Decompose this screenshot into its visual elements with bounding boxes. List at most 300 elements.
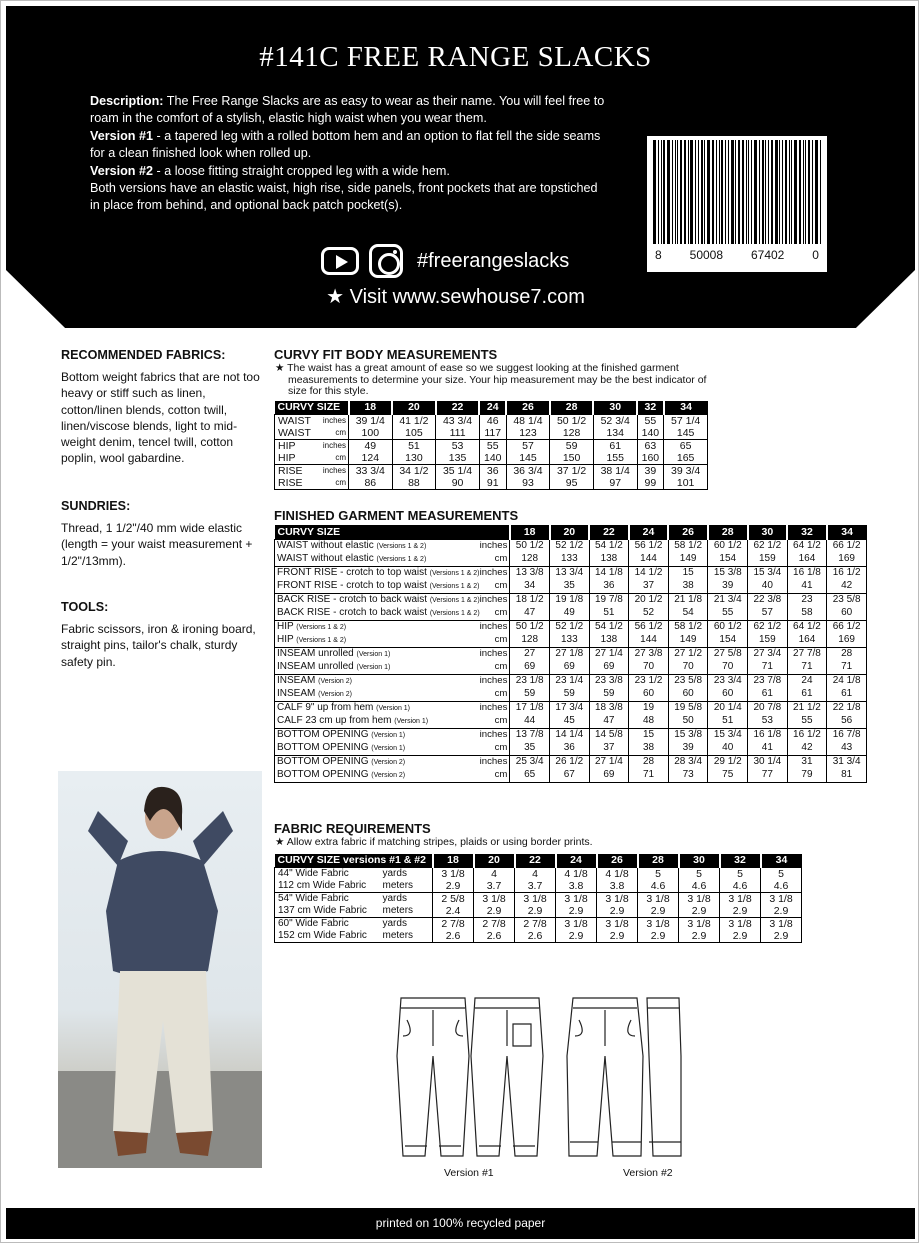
row-unit: cm xyxy=(480,688,510,702)
size-column-header: 18 xyxy=(349,401,393,415)
table-row xyxy=(275,674,867,688)
table-cell: 5 xyxy=(720,868,761,881)
row-label: BOTTOM OPENING (Version 1) xyxy=(275,728,480,742)
table-cell: 70 xyxy=(668,661,708,675)
barcode-bar xyxy=(672,140,673,244)
table-cell: 57 xyxy=(506,440,550,453)
size-column-header: 22 xyxy=(436,401,480,415)
table-cell: 71 xyxy=(629,769,669,783)
table-cell: 140 xyxy=(479,452,506,465)
table-cell: 3 1/8 xyxy=(638,918,679,931)
body-measurements xyxy=(274,347,714,490)
finished-measurements-table xyxy=(274,525,867,783)
table-cell: 2.9 xyxy=(679,905,720,918)
fabric-requirements xyxy=(274,821,802,943)
table-cell: 15 3/8 xyxy=(708,566,748,580)
youtube-icon[interactable] xyxy=(321,247,359,275)
table-cell: 3 1/8 xyxy=(433,868,474,881)
table-cell: 21 3/4 xyxy=(708,593,748,607)
row-label: HIP (Versions 1 & 2) xyxy=(275,634,480,648)
table-cell: 5 xyxy=(679,868,720,881)
website-link[interactable]: ★ Visit www.sewhouse7.com xyxy=(326,286,585,308)
barcode-bar xyxy=(698,140,699,244)
table-cell: 34 1/2 xyxy=(392,465,436,478)
table-cell: 16 7/8 xyxy=(827,728,867,742)
table-cell: 133 xyxy=(550,553,590,567)
table-cell: 20 1/2 xyxy=(629,593,669,607)
table-cell: 2.9 xyxy=(638,905,679,918)
technical-drawings xyxy=(393,996,683,1161)
table-cell: 15 xyxy=(629,728,669,742)
table-cell: 2 7/8 xyxy=(433,918,474,931)
table-row xyxy=(275,607,867,621)
row-label: INSEAM unrolled (Version 1) xyxy=(275,647,480,661)
table-cell: 144 xyxy=(629,634,669,648)
barcode-bar xyxy=(748,140,749,244)
row-label: 60" Wide Fabric xyxy=(275,918,383,931)
barcode-bar xyxy=(754,140,757,244)
table-cell: 27 1/8 xyxy=(550,647,590,661)
table-cell: 97 xyxy=(593,477,637,490)
table-cell: 38 xyxy=(629,742,669,756)
table-cell: 24 xyxy=(787,674,827,688)
table-cell: 37 xyxy=(629,580,669,594)
table-cell: 58 xyxy=(787,607,827,621)
barcode-bar xyxy=(728,140,729,244)
table-cell: 81 xyxy=(827,769,867,783)
row-label: 44" Wide Fabric xyxy=(275,868,383,881)
table-cell: 71 xyxy=(827,661,867,675)
table-cell: 15 3/4 xyxy=(708,728,748,742)
table-cell: 22 3/8 xyxy=(748,593,788,607)
table-cell: 27 3/4 xyxy=(748,647,788,661)
table-cell: 16 1/8 xyxy=(787,566,827,580)
table-cell: 36 xyxy=(479,465,506,478)
table-cell: 154 xyxy=(708,634,748,648)
table-cell: 39 xyxy=(708,580,748,594)
table-cell: 55 xyxy=(637,415,664,428)
table-cell: 23 5/8 xyxy=(668,674,708,688)
row-label: BACK RISE - crotch to back waist (Versions 1 & 2) xyxy=(275,607,480,621)
barcode-bar xyxy=(785,140,787,244)
table-cell: 3 1/8 xyxy=(515,893,556,906)
table-cell: 36 xyxy=(589,580,629,594)
table-cell: 3 1/8 xyxy=(720,893,761,906)
barcode-bar xyxy=(808,140,810,244)
table-cell: 27 7/8 xyxy=(787,647,827,661)
table-cell: 145 xyxy=(664,427,708,440)
table-cell: 29 1/2 xyxy=(708,755,748,769)
row-unit: inches xyxy=(480,539,510,553)
table-cell: 58 1/2 xyxy=(668,620,708,634)
barcode-bar xyxy=(759,140,760,244)
row-label: INSEAM (Version 2) xyxy=(275,688,480,702)
table-cell: 2 7/8 xyxy=(474,918,515,931)
table-cell: 60 xyxy=(827,607,867,621)
table-cell: 38 1/4 xyxy=(593,465,637,478)
table-cell: 93 xyxy=(506,477,550,490)
table-cell: 59 xyxy=(550,688,590,702)
table-cell: 24 1/8 xyxy=(827,674,867,688)
table-cell: 16 1/2 xyxy=(787,728,827,742)
table-cell: 69 xyxy=(589,769,629,783)
row-unit: cm xyxy=(319,477,349,490)
size-column-header: 18 xyxy=(510,525,550,539)
table-cell: 40 xyxy=(708,742,748,756)
body-note: ★ The waist has a great amount of ease so we suggest looking at the finished garment measurements to determine your size. Your hip measurement may be the best indicator of size for this style. xyxy=(275,362,707,397)
table-row xyxy=(275,893,802,906)
table-cell: 100 xyxy=(349,427,393,440)
table-cell: 2.9 xyxy=(597,930,638,943)
barcode-bar xyxy=(812,140,813,244)
table-cell: 14 1/4 xyxy=(550,728,590,742)
row-label: BOTTOM OPENING (Version 1) xyxy=(275,742,480,756)
table-cell: 16 1/2 xyxy=(827,566,867,580)
instagram-icon[interactable] xyxy=(369,244,403,278)
table-cell: 61 xyxy=(787,688,827,702)
v2-back-drawing xyxy=(647,998,681,1156)
barcode-bar xyxy=(725,140,726,244)
table-cell: 140 xyxy=(637,427,664,440)
table-cell: 58 1/2 xyxy=(668,539,708,553)
table-cell: 56 1/2 xyxy=(629,539,669,553)
table-cell: 28 xyxy=(827,647,867,661)
table-cell: 128 xyxy=(510,553,550,567)
table-cell: 59 xyxy=(510,688,550,702)
barcode-bar xyxy=(719,140,720,244)
table-cell: 18 1/2 xyxy=(510,593,550,607)
table-cell: 2 5/8 xyxy=(433,893,474,906)
table-cell: 65 xyxy=(664,440,708,453)
table-cell: 16 1/8 xyxy=(748,728,788,742)
size-column-header: 26 xyxy=(506,401,550,415)
table-cell: 15 3/4 xyxy=(748,566,788,580)
table-cell: 2.9 xyxy=(556,930,597,943)
row-unit: inches xyxy=(480,755,510,769)
table-cell: 3 1/8 xyxy=(761,918,802,931)
table-cell: 86 xyxy=(349,477,393,490)
table-cell: 35 1/4 xyxy=(436,465,480,478)
table-cell: 2.9 xyxy=(433,880,474,893)
table-row xyxy=(275,868,802,881)
table-cell: 27 1/4 xyxy=(589,755,629,769)
row-unit: cm xyxy=(319,427,349,440)
table-row xyxy=(275,647,867,661)
table-cell: 3 1/8 xyxy=(597,918,638,931)
table-cell: 133 xyxy=(550,634,590,648)
table-cell: 39 xyxy=(668,742,708,756)
table-cell: 105 xyxy=(392,427,436,440)
table-cell: 2 7/8 xyxy=(515,918,556,931)
barcode-bar xyxy=(653,140,656,244)
table-cell: 65 xyxy=(510,769,550,783)
table-cell: 23 xyxy=(787,593,827,607)
table-row xyxy=(275,465,708,478)
table-cell: 50 1/2 xyxy=(510,620,550,634)
row-label: INSEAM unrolled (Version 1) xyxy=(275,661,480,675)
barcode-bar xyxy=(667,140,670,244)
row-unit: meters xyxy=(383,905,433,918)
table-cell: 160 xyxy=(637,452,664,465)
size-column-header: 26 xyxy=(668,525,708,539)
table-cell: 91 xyxy=(479,477,506,490)
table-cell: 23 3/8 xyxy=(589,674,629,688)
table-cell: 90 xyxy=(436,477,480,490)
barcode-bar xyxy=(805,140,806,244)
table-cell: 63 xyxy=(637,440,664,453)
table-cell: 99 xyxy=(637,477,664,490)
size-column-header: 24 xyxy=(629,525,669,539)
table-cell: 138 xyxy=(589,634,629,648)
table-cell: 59 xyxy=(589,688,629,702)
table-cell: 23 5/8 xyxy=(827,593,867,607)
recommended-fabrics: RECOMMENDED FABRICS: Bottom weight fabrics that are not too heavy or stiff such as linen, cotton/linen blends, cotton twill, linen/viscose blends, light to mid-weight denim, tencel twill, cotton poplin, wool gabardine. xyxy=(61,348,260,466)
table-cell: 45 xyxy=(550,715,590,729)
table-cell: 39 1/4 xyxy=(349,415,393,428)
row-unit: inches xyxy=(480,728,510,742)
table-cell: 41 1/2 xyxy=(392,415,436,428)
table-cell: 2.9 xyxy=(556,905,597,918)
table-cell: 69 xyxy=(589,661,629,675)
row-unit: cm xyxy=(480,742,510,756)
barcode-bar xyxy=(803,140,804,244)
table-cell: 60 1/2 xyxy=(708,620,748,634)
table-cell: 4 xyxy=(474,868,515,881)
row-label: 152 cm Wide Fabric xyxy=(275,930,383,943)
barcode-bar xyxy=(789,140,790,244)
size-column-header: 32 xyxy=(720,854,761,868)
barcode-bar xyxy=(779,140,780,244)
table-cell: 17 1/8 xyxy=(510,701,550,715)
table-cell: 19 7/8 xyxy=(589,593,629,607)
table-cell: 13 3/4 xyxy=(550,566,590,580)
table-cell: 48 xyxy=(629,715,669,729)
table-cell: 19 1/8 xyxy=(550,593,590,607)
table-cell: 36 xyxy=(550,742,590,756)
table-cell: 35 xyxy=(550,580,590,594)
row-label: FRONT RISE - crotch to top waist (Versions 1 & 2) xyxy=(275,566,480,580)
table-cell: 42 xyxy=(787,742,827,756)
table-row xyxy=(275,634,867,648)
row-unit: cm xyxy=(480,715,510,729)
table-row xyxy=(275,620,867,634)
table-cell: 3 1/8 xyxy=(638,893,679,906)
table-cell: 14 1/2 xyxy=(629,566,669,580)
table-cell: 19 xyxy=(629,701,669,715)
barcode-bar xyxy=(742,140,744,244)
table-cell: 23 1/2 xyxy=(629,674,669,688)
size-column-header: 18 xyxy=(433,854,474,868)
barcode-bar xyxy=(658,140,659,244)
size-column-header: 28 xyxy=(708,525,748,539)
barcode-bar xyxy=(765,140,766,244)
table-cell: 69 xyxy=(510,661,550,675)
barcode-bar xyxy=(716,140,717,244)
table-row xyxy=(275,477,708,490)
barcode-bar xyxy=(799,140,801,244)
table-cell: 3 1/8 xyxy=(720,918,761,931)
table-cell: 61 xyxy=(827,688,867,702)
barcode-bar xyxy=(794,140,797,244)
table-cell: 128 xyxy=(510,634,550,648)
row-unit: cm xyxy=(480,553,510,567)
table-cell: 44 xyxy=(510,715,550,729)
table-cell: 60 1/2 xyxy=(708,539,748,553)
table-cell: 20 1/4 xyxy=(708,701,748,715)
table-row xyxy=(275,539,867,553)
table-cell: 2.9 xyxy=(679,930,720,943)
table-row xyxy=(275,880,802,893)
table-row xyxy=(275,452,708,465)
table-cell: 149 xyxy=(668,553,708,567)
table-cell: 3 1/8 xyxy=(597,893,638,906)
table-cell: 27 xyxy=(510,647,550,661)
size-column-header: 22 xyxy=(589,525,629,539)
barcode-bar xyxy=(735,140,736,244)
row-label: 137 cm Wide Fabric xyxy=(275,905,383,918)
row-unit: inches xyxy=(319,415,349,428)
table-cell: 47 xyxy=(510,607,550,621)
row-unit: cm xyxy=(480,580,510,594)
size-column-header: 28 xyxy=(638,854,679,868)
table-cell: 28 xyxy=(629,755,669,769)
table-cell: 123 xyxy=(506,427,550,440)
row-unit: cm xyxy=(480,769,510,783)
model-photo xyxy=(58,771,262,1168)
size-column-header: 34 xyxy=(761,854,802,868)
table-cell: 37 1/2 xyxy=(550,465,594,478)
description: Description: The Free Range Slacks are as easy to wear as their name. You will feel free to roam in the comfort of a stylish, elastic high waist when you wear them. Version #1 - a tapered leg with a rolled bottom hem and an option to flat fell the side seams for a clean finished look when rolled up. Version #2 - a loose fitting straight cropped leg with a wide hem. Both versions have an elastic waist, high rise, side panels, front pockets that are topstiched in place from behind, and optional back patch pocket(s). xyxy=(90,94,605,213)
row-label: WAIST without elastic (Versions 1 & 2) xyxy=(275,539,480,553)
table-cell: 52 3/4 xyxy=(593,415,637,428)
table-row xyxy=(275,701,867,715)
table-cell: 31 3/4 xyxy=(827,755,867,769)
table-cell: 159 xyxy=(748,634,788,648)
table-cell: 5 xyxy=(638,868,679,881)
table-cell: 49 xyxy=(349,440,393,453)
table-row xyxy=(275,715,867,729)
table-cell: 3 1/8 xyxy=(679,893,720,906)
table-cell: 13 7/8 xyxy=(510,728,550,742)
table-cell: 51 xyxy=(589,607,629,621)
table-cell: 2.9 xyxy=(515,905,556,918)
size-column-header: 20 xyxy=(392,401,436,415)
table-cell: 43 xyxy=(827,742,867,756)
table-cell: 27 5/8 xyxy=(708,647,748,661)
table-cell: 111 xyxy=(436,427,480,440)
size-column-header: 34 xyxy=(664,401,708,415)
table-cell: 54 xyxy=(668,607,708,621)
table-row xyxy=(275,553,867,567)
table-cell: 22 1/8 xyxy=(827,701,867,715)
table-row xyxy=(275,742,867,756)
fabric-note: ★ Allow extra fabric if matching stripes, plaids or using border prints. xyxy=(275,836,593,848)
row-unit: yards xyxy=(383,868,433,881)
table-cell: 2.6 xyxy=(515,930,556,943)
table-cell: 64 1/2 xyxy=(787,620,827,634)
table-cell: 21 1/8 xyxy=(668,593,708,607)
table-cell: 3 1/8 xyxy=(761,893,802,906)
table-cell: 14 1/8 xyxy=(589,566,629,580)
table-cell: 30 1/4 xyxy=(748,755,788,769)
table-cell: 35 xyxy=(510,742,550,756)
table-cell: 2.6 xyxy=(474,930,515,943)
barcode-bar xyxy=(771,140,773,244)
table-cell: 15 xyxy=(668,566,708,580)
table-cell: 23 1/4 xyxy=(550,674,590,688)
table-cell: 73 xyxy=(668,769,708,783)
table-cell: 50 xyxy=(668,715,708,729)
table-cell: 165 xyxy=(664,452,708,465)
row-label: CALF 23 cm up from hem (Version 1) xyxy=(275,715,480,729)
footer: printed on 100% recycled paper xyxy=(6,1208,915,1239)
row-label: WAIST without elastic (Versions 1 & 2) xyxy=(275,553,480,567)
table-cell: 47 xyxy=(589,715,629,729)
row-unit: inches xyxy=(480,620,510,634)
row-unit: inches xyxy=(480,647,510,661)
table-cell: 61 xyxy=(748,688,788,702)
table-cell: 67 xyxy=(550,769,590,783)
table-cell: 53 xyxy=(748,715,788,729)
table-cell: 31 xyxy=(787,755,827,769)
size-column-header: 22 xyxy=(515,854,556,868)
table-cell: 4 1/8 xyxy=(556,868,597,881)
row-unit: meters xyxy=(383,880,433,893)
finished-measurements-title: FINISHED GARMENT MEASUREMENTS xyxy=(274,508,519,523)
barcode-bar xyxy=(695,140,696,244)
barcode-bar xyxy=(675,140,676,244)
table-cell: 54 1/2 xyxy=(589,620,629,634)
table-cell: 27 1/2 xyxy=(668,647,708,661)
table-row xyxy=(275,661,867,675)
table-cell: 55 xyxy=(708,607,748,621)
table-cell: 3 1/8 xyxy=(474,893,515,906)
table-cell: 3 1/8 xyxy=(679,918,720,931)
body-measurements-table xyxy=(274,401,708,491)
table-cell: 77 xyxy=(748,769,788,783)
table-cell: 3 1/8 xyxy=(556,918,597,931)
barcode-bar xyxy=(762,140,764,244)
row-unit: inches xyxy=(319,465,349,478)
table-cell: 169 xyxy=(827,553,867,567)
table-cell: 64 1/2 xyxy=(787,539,827,553)
barcode-bar xyxy=(688,140,689,244)
table-cell: 70 xyxy=(708,661,748,675)
barcode-bar xyxy=(820,140,821,244)
barcode-digit: 0 xyxy=(812,248,819,262)
version-1-label: Version #1 xyxy=(444,1167,494,1179)
row-label: 112 cm Wide Fabric xyxy=(275,880,383,893)
table-row xyxy=(275,415,708,428)
social-row xyxy=(321,244,569,278)
table-cell: 53 xyxy=(436,440,480,453)
table-cell: 26 1/2 xyxy=(550,755,590,769)
barcode-bar xyxy=(690,140,693,244)
hashtag[interactable]: #freerangeslacks xyxy=(417,249,570,272)
row-label: BOTTOM OPENING (Version 2) xyxy=(275,769,480,783)
table-cell: 51 xyxy=(392,440,436,453)
barcode-bar xyxy=(775,140,778,244)
table-row xyxy=(275,930,802,943)
size-column-header: 28 xyxy=(550,401,594,415)
size-column-header: 24 xyxy=(479,401,506,415)
table-cell: 5 xyxy=(761,868,802,881)
table-cell: 4 xyxy=(515,868,556,881)
table-cell: 66 1/2 xyxy=(827,539,867,553)
barcode-bar xyxy=(751,140,752,244)
row-label: RISE xyxy=(275,465,319,478)
size-column-header: 26 xyxy=(597,854,638,868)
